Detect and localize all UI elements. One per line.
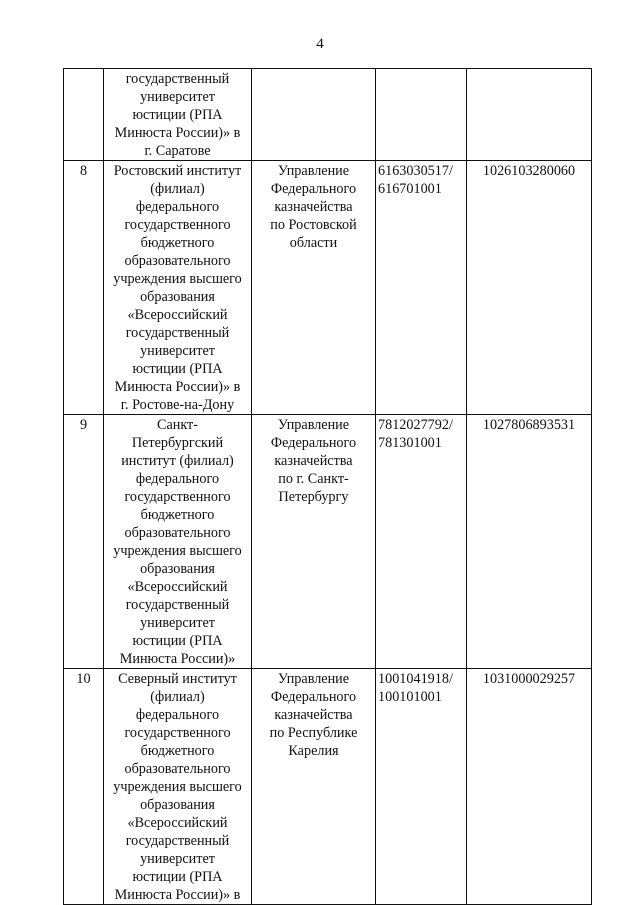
table-row [64, 161, 592, 415]
institution-name-cell: Ростовский институт (филиал) федерального государственного бюджетного образовательного учреждения высшего образования «Всероссийский государственный университет юстиции (РПА Минюста России)» в г. Ростове-на-Дону [104, 161, 252, 415]
treasury-cell: Управление Федерального казначейства по Ростовской области [252, 161, 376, 415]
ogrn-cell: 1031000029257 [467, 669, 592, 905]
row-number-cell [64, 69, 104, 161]
inn-kpp-cell: 6163030517/ 616701001 [376, 161, 467, 415]
inn-kpp-cell: 7812027792/ 781301001 [376, 415, 467, 669]
table-row [64, 669, 592, 905]
ogrn-cell [467, 69, 592, 161]
table-row [64, 69, 592, 161]
inn-kpp-cell: 1001041918/ 100101001 [376, 669, 467, 905]
row-number-cell: 8 [64, 161, 104, 415]
page-number: 4 [316, 36, 324, 52]
treasury-cell: Управление Федерального казначейства по Республике Карелия [252, 669, 376, 905]
inn-kpp-cell [376, 69, 467, 161]
institution-name-cell: Северный институт (филиал) федерального государственного бюджетного образовательного учреждения высшего образования «Всероссийский государственный университет юстиции (РПА Минюста России)» в [104, 669, 252, 905]
institution-name-cell: Санкт- Петербургский институт (филиал) федерального государственного бюджетного образовательного учреждения высшего образования «Всероссийский государственный университет юстиции (РПА Минюста России)» [104, 415, 252, 669]
treasury-cell: Управление Федерального казначейства по г. Санкт- Петербургу [252, 415, 376, 669]
table-row [64, 415, 592, 669]
institution-name-cell: государственный университет юстиции (РПА Минюста России)» в г. Саратове [104, 69, 252, 161]
institutions-table [63, 68, 592, 905]
ogrn-cell: 1026103280060 [467, 161, 592, 415]
ogrn-cell: 1027806893531 [467, 415, 592, 669]
row-number-cell: 9 [64, 415, 104, 669]
row-number-cell: 10 [64, 669, 104, 905]
treasury-cell [252, 69, 376, 161]
